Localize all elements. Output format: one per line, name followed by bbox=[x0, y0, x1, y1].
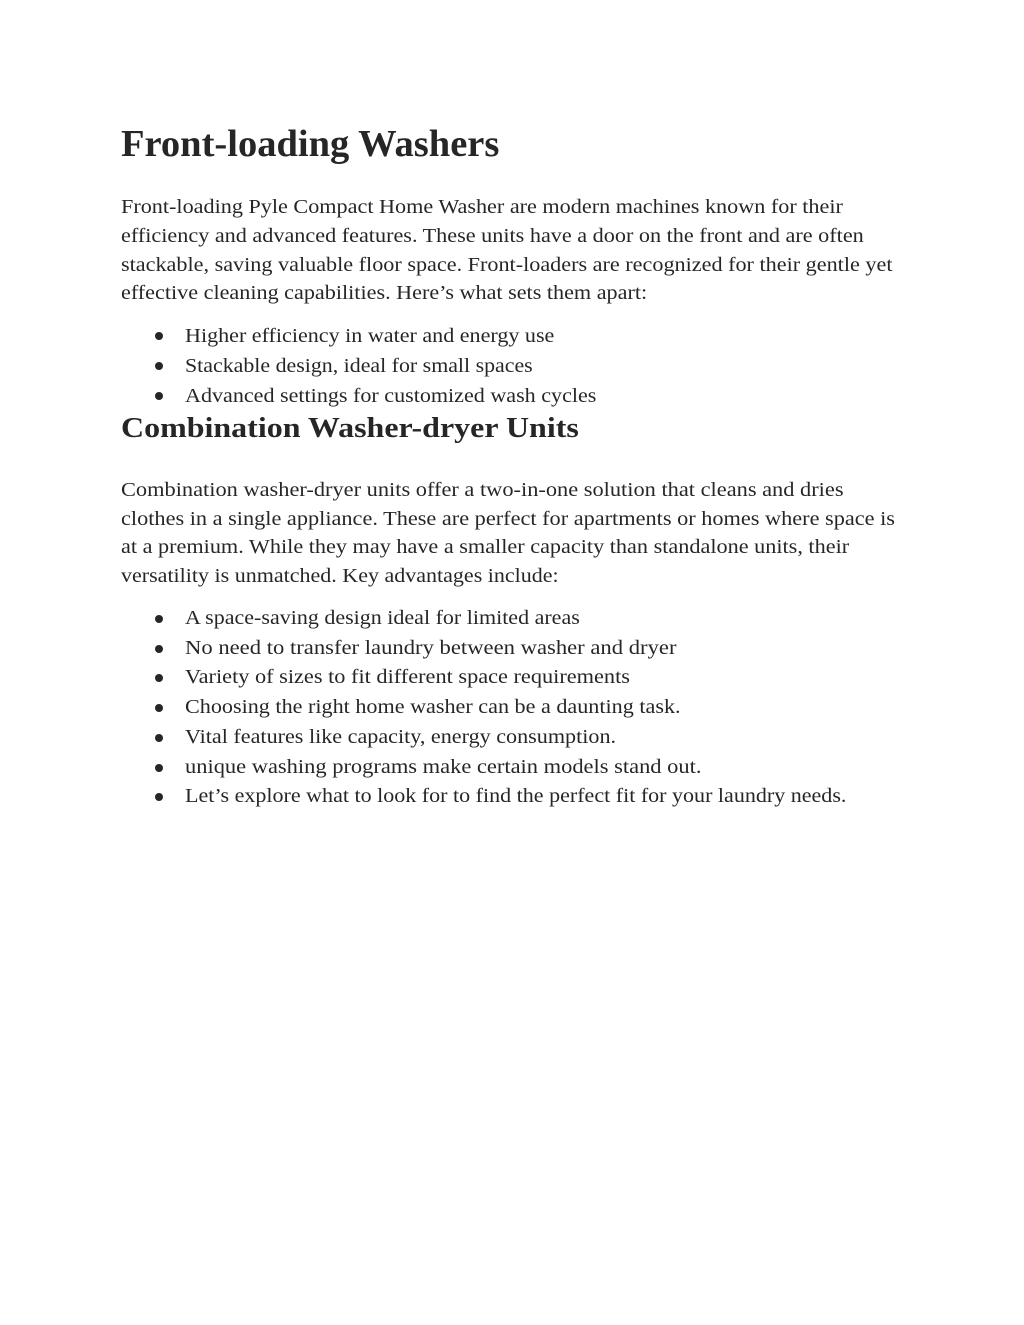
paragraph-line: Combination washer-dryer units offer a two-in-one solution that cleans and dries bbox=[121, 480, 844, 501]
bullet-icon bbox=[155, 674, 163, 682]
bullet-icon bbox=[155, 362, 163, 370]
bullet-icon bbox=[155, 645, 163, 653]
list-item: Vital features like capacity, energy consumption. bbox=[185, 727, 617, 748]
bullet-icon bbox=[155, 392, 163, 400]
list-item: Let’s explore what to look for to find the perfect fit for your laundry needs. bbox=[185, 786, 847, 807]
bullet-icon bbox=[155, 734, 163, 742]
paragraph-line: Front-loading Pyle Compact Home Washer are modern machines known for their bbox=[121, 197, 843, 218]
paragraph-line: clothes in a single appliance. These are perfect for apartments or homes where space is bbox=[121, 509, 895, 530]
list-item: Stackable design, ideal for small spaces bbox=[185, 356, 533, 377]
paragraph-line: stackable, saving valuable floor space. Front-loaders are recognized for their gentle yet bbox=[121, 255, 893, 276]
heading-combination-washer-dryer-units: Combination Washer-dryer Units bbox=[121, 413, 579, 444]
list-item: Variety of sizes to fit different space requirements bbox=[185, 667, 630, 688]
bullet-icon bbox=[155, 704, 163, 712]
bullet-icon bbox=[155, 793, 163, 801]
list-item: Higher efficiency in water and energy use bbox=[185, 326, 555, 347]
list-item: unique washing programs make certain models stand out. bbox=[185, 757, 702, 778]
paragraph-line: effective cleaning capabilities. Here’s what sets them apart: bbox=[121, 283, 648, 304]
list-item: Advanced settings for customized wash cycles bbox=[185, 386, 597, 407]
paragraph-line: at a premium. While they may have a smaller capacity than standalone units, their bbox=[121, 537, 850, 558]
paragraph-line: efficiency and advanced features. These units have a door on the front and are often bbox=[121, 226, 864, 247]
list-item: A space-saving design ideal for limited areas bbox=[185, 608, 580, 629]
bullet-icon bbox=[155, 764, 163, 772]
list-item: Choosing the right home washer can be a daunting task. bbox=[185, 697, 681, 718]
bullet-icon bbox=[155, 332, 163, 340]
paragraph-line: versatility is unmatched. Key advantages include: bbox=[121, 566, 559, 587]
list-item: No need to transfer laundry between washer and dryer bbox=[185, 638, 677, 659]
bullet-icon bbox=[155, 615, 163, 623]
heading-front-loading-washers: Front-loading Washers bbox=[121, 123, 500, 165]
